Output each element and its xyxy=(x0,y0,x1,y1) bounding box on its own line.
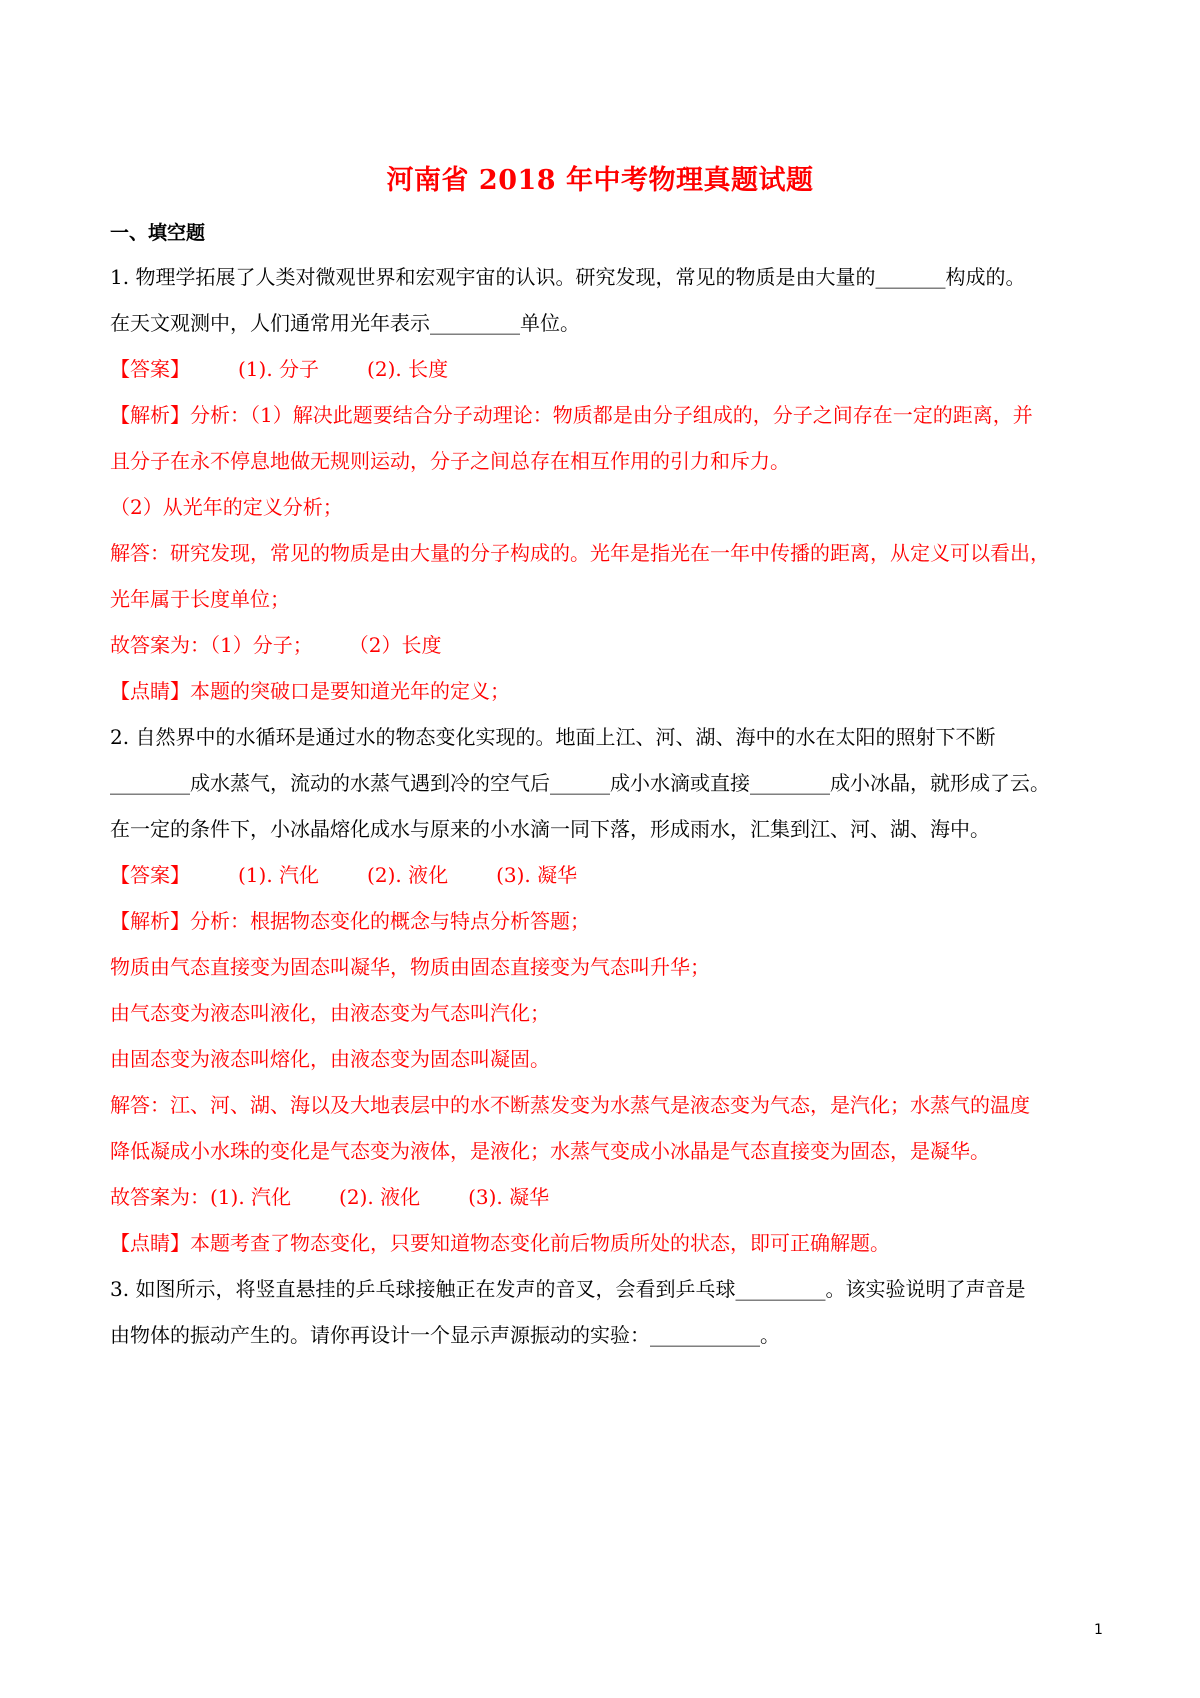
answer-item: (3). 凝华 xyxy=(496,863,578,887)
section-heading: 一、填空题 xyxy=(110,222,206,244)
q2-analysis-2: 物质由气态直接变为固态叫凝华，物质由固态直接变为气态叫升华； xyxy=(110,955,710,979)
document-title: 河南省 2018 年中考物理真题试题 xyxy=(386,165,814,196)
q2-analysis-3: 由气态变为液态叫液化，由液态变为气态叫汽化； xyxy=(110,1001,550,1025)
analysis-text: 分析：（1）解决此题要结合分子动理论：物质都是由分子组成的，分子之间存在一定的距离，并 xyxy=(190,403,1033,427)
q1-final-answer xyxy=(110,631,1090,677)
q2-solution-2: 降低凝成小水珠的变化是气态变为液体，是液化；水蒸气变成小冰晶是气态直接变为固态，是凝华。 xyxy=(110,1139,990,1163)
document-body xyxy=(110,263,1090,1367)
answer-item: (1). 分子 xyxy=(238,357,320,381)
answer-item: (2). 长度 xyxy=(367,357,449,381)
final-item: （1）分子； xyxy=(210,633,313,657)
q2-analysis-1 xyxy=(110,907,1090,953)
answer-item: (1). 汽化 xyxy=(238,863,320,887)
answer-tag: 【答案】 xyxy=(110,863,190,887)
analysis-tag: 【解析】 xyxy=(110,403,190,427)
q1-solution-2: 光年属于长度单位； xyxy=(110,587,290,611)
q1-comment xyxy=(110,677,1090,723)
q1-analysis-3: （2）从光年的定义分析； xyxy=(110,495,343,519)
q1-analysis-1 xyxy=(110,401,1090,447)
final-label: 故答案为： xyxy=(110,633,210,657)
q1-line-2: 在天文观测中，人们通常用光年表示_________单位。 xyxy=(110,311,580,335)
final-item: （2）长度 xyxy=(348,633,442,657)
q2-final-answer xyxy=(110,1183,1090,1229)
q2-answer xyxy=(110,861,1090,907)
answer-tag: 【答案】 xyxy=(110,357,190,381)
q1-line-1: 1. 物理学拓展了人类对微观世界和宏观宇宙的认识。研究发现，常见的物质是由大量的_______构成的。 xyxy=(110,265,1026,289)
final-item: (1). 汽化 xyxy=(210,1185,292,1209)
comment-tag: 【点睛】 xyxy=(110,1231,190,1255)
q1-analysis-2: 且分子在永不停息地做无规则运动，分子之间总存在相互作用的引力和斥力。 xyxy=(110,449,790,473)
comment-text: 本题考查了物态变化，只要知道物态变化前后物质所处的状态，即可正确解题。 xyxy=(190,1231,890,1255)
q2-analysis-4: 由固态变为液态叫熔化，由液态变为固态叫凝固。 xyxy=(110,1047,550,1071)
q3-line-2: 由物体的振动产生的。请你再设计一个显示声源振动的实验：___________。 xyxy=(110,1323,780,1347)
analysis-text: 分析：根据物态变化的概念与特点分析答题； xyxy=(190,909,590,933)
q1-answer xyxy=(110,355,1090,401)
q2-comment xyxy=(110,1229,1090,1275)
q2-line-3: 在一定的条件下，小冰晶熔化成水与原来的小水滴一同下落，形成雨水，汇集到江、河、湖、海中。 xyxy=(110,817,990,841)
q2-line-2: ________成水蒸气，流动的水蒸气遇到冷的空气后______成小水滴或直接________成小冰晶，就形成了云。 xyxy=(110,771,1050,795)
comment-tag: 【点睛】 xyxy=(110,679,190,703)
final-item: (2). 液化 xyxy=(339,1185,421,1209)
answer-item: (2). 液化 xyxy=(367,863,449,887)
analysis-tag: 【解析】 xyxy=(110,909,190,933)
q2-line-1: 2. 自然界中的水循环是通过水的物态变化实现的。地面上江、河、湖、海中的水在太阳的照射下不断 xyxy=(110,725,996,749)
final-item: (3). 凝华 xyxy=(468,1185,550,1209)
page-number: 1 xyxy=(1094,1622,1103,1638)
q3-line-1: 3. 如图所示，将竖直悬挂的乒乓球接触正在发声的音叉，会看到乒乓球_________。该实验说明了声音是 xyxy=(110,1277,1026,1301)
final-label: 故答案为： xyxy=(110,1185,210,1209)
q1-solution-1: 解答：研究发现，常见的物质是由大量的分子构成的。光年是指光在一年中传播的距离，从定义可以看出， xyxy=(110,541,1050,565)
q2-solution-1: 解答：江、河、湖、海以及大地表层中的水不断蒸发变为水蒸气是液态变为气态，是汽化；水蒸气的温度 xyxy=(110,1093,1030,1117)
comment-text: 本题的突破口是要知道光年的定义； xyxy=(190,679,510,703)
